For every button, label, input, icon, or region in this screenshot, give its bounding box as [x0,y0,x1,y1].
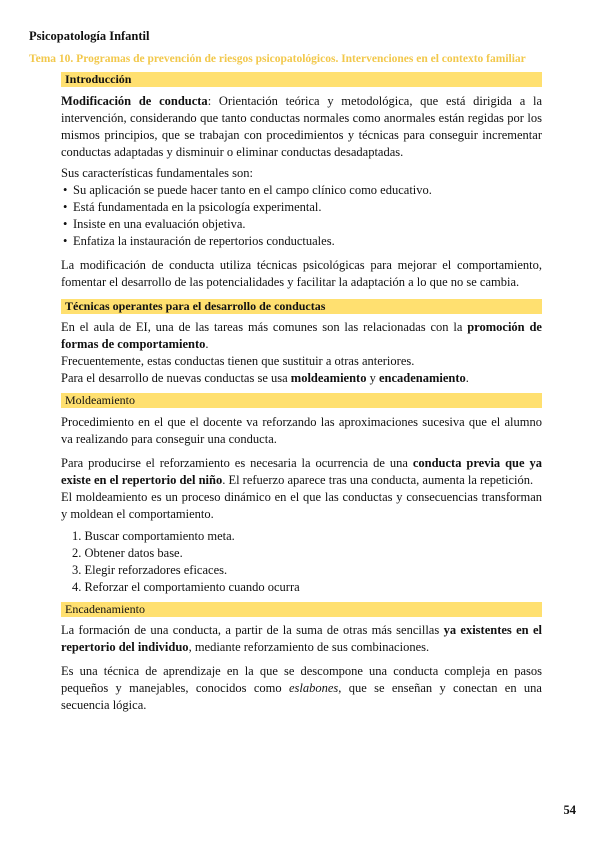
chaining-paragraph-2: Es una técnica de aprendizaje en la que se descompone una conducta compleja en pasos pequeños y manejables, conocidos como eslabones, que se enseñan y conectan en una secuencia lógica. [61,664,542,712]
operant-line-3: Para el desarrollo de nuevas conductas se usa moldeamiento y encadenamiento. [61,371,469,385]
page-number: 54 [563,803,576,817]
list-item: 3. Elegir reforzadores eficaces. [72,563,228,577]
section-heading-introduccion: Introducción [61,72,542,87]
shaping-steps-list [72,528,300,596]
characteristics-label: Sus características fundamentales son: [61,166,253,180]
shaping-paragraph-1: Procedimiento en el que el docente va reforzando las aproximaciones sucesiva que el alumno va realizando para conseguir una conducta. [61,415,542,446]
shaping-paragraph-2: Para producirse el reforzamiento es necesaria la ocurrencia de una conducta previa que ya existe en el repertorio del niño. El refuerzo aparece tras una conducta, aumenta la repetición. [61,456,542,487]
operant-paragraph: En el aula de EI, una de las tareas más comunes son las relacionadas con la promoción de formas de comportamiento. [61,320,542,351]
list-item: • Insiste en una evaluación objetiva. [61,216,432,233]
list-item: 4. Reforzar el comportamiento cuando ocurra [72,580,300,594]
list-item: • Enfatiza la instauración de repertorios conductuales. [61,233,432,250]
operant-line-2: Frecuentemente, estas conductas tienen que sustituir a otras anteriores. [61,354,415,368]
list-item: • Está fundamentada en la psicología experimental. [61,199,432,216]
document-header-title: Psicopatología Infantil [29,29,150,43]
characteristics-list [61,182,432,250]
section-heading-tecnicas-operantes: Técnicas operantes para el desarrollo de conductas [61,299,542,314]
term-modificacion-de-conducta: Modificación de conducta [61,94,208,108]
list-item: 2. Obtener datos base. [72,546,183,560]
chaining-paragraph-1: La formación de una conducta, a partir de la suma de otras más sencillas ya existentes en el repertorio del individuo, mediante reforzamiento de sus combinaciones. [61,623,542,654]
topic-title: Tema 10. Programas de prevención de riesgos psicopatológicos. Intervenciones en el contexto familiar [29,53,526,65]
shaping-paragraph-3: El moldeamiento es un proceso dinámico en el que las conductas y consecuencias transforman y moldean el comportamiento. [61,490,542,521]
list-item: • Su aplicación se puede hacer tanto en el campo clínico como educativo. [61,182,432,199]
section-heading-encadenamiento: Encadenamiento [61,602,542,617]
intro-closing-paragraph: La modificación de conducta utiliza técnicas psicológicas para mejorar el comportamiento, fomentar el desarrollo de las potencialidades y facilitar la adaptación a lo que no se cambia. [61,258,542,289]
section-heading-moldeamiento: Moldeamiento [61,393,542,408]
list-item: 1. Buscar comportamiento meta. [72,529,235,543]
intro-paragraph: Modificación de conducta: Orientación teórica y metodológica, que está dirigida a la intervención, considerando que tanto conductas normales como anormales están regidas por los mismos principios, que se trabajan con procedimientos y técnicas para conseguir incrementar conductas adaptadas y disminuir o eliminar conductas desadaptadas. [61,94,542,159]
